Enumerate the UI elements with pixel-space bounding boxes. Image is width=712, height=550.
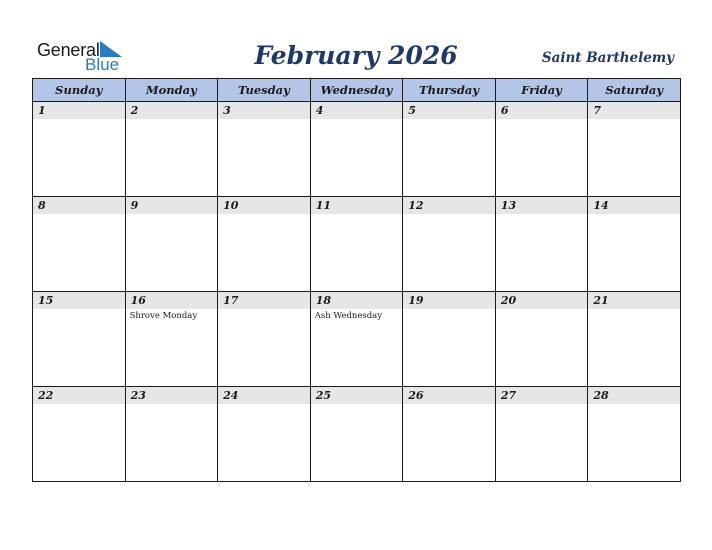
day-number: 19 [403, 292, 495, 309]
calendar-grid [32, 78, 681, 482]
country-name: Saint Barthelemy [541, 50, 674, 66]
day-number: 18 [311, 292, 403, 309]
logo-text-blue: Blue [85, 55, 120, 74]
day-cell [495, 102, 588, 197]
day-cell [218, 197, 311, 292]
week-row [33, 197, 681, 292]
logo-text-general: General [37, 40, 100, 60]
weekday-monday: Monday [125, 79, 218, 102]
day-cell [33, 387, 126, 482]
day-number: 5 [403, 102, 495, 119]
day-number: 25 [311, 387, 403, 404]
day-number: 6 [496, 102, 588, 119]
day-number: 7 [588, 102, 680, 119]
day-cell [310, 197, 403, 292]
holiday-label: Shrove Monday [129, 311, 198, 321]
day-number: 12 [403, 197, 495, 214]
day-cell [588, 292, 681, 387]
day-number: 10 [218, 197, 310, 214]
day-cell [310, 102, 403, 197]
weekday-thursday: Thursday [403, 79, 496, 102]
day-number: 11 [311, 197, 403, 214]
day-cell [33, 102, 126, 197]
day-cell [588, 387, 681, 482]
day-number: 22 [33, 387, 125, 404]
week-row [33, 387, 681, 482]
day-number: 3 [218, 102, 310, 119]
day-cell [218, 102, 311, 197]
day-number: 23 [126, 387, 218, 404]
weekday-tuesday: Tuesday [218, 79, 311, 102]
day-cell [218, 387, 311, 482]
day-number: 16 [126, 292, 218, 309]
day-number: 28 [588, 387, 680, 404]
day-cell [495, 387, 588, 482]
day-cell [403, 102, 496, 197]
day-number: 15 [33, 292, 125, 309]
day-number: 20 [496, 292, 588, 309]
day-cell [125, 102, 218, 197]
day-number: 21 [588, 292, 680, 309]
day-cell [403, 197, 496, 292]
day-cell [495, 197, 588, 292]
day-number: 27 [496, 387, 588, 404]
day-number: 9 [126, 197, 218, 214]
day-number: 2 [126, 102, 218, 119]
page-title: February 2026 [254, 41, 458, 70]
day-number: 8 [33, 197, 125, 214]
day-number: 14 [588, 197, 680, 214]
day-cell [218, 292, 311, 387]
day-cell [125, 197, 218, 292]
day-cell [125, 292, 218, 387]
day-cell [310, 387, 403, 482]
day-number: 13 [496, 197, 588, 214]
day-number: 4 [311, 102, 403, 119]
holiday-label: Ash Wednesday [314, 311, 383, 321]
day-number: 1 [33, 102, 125, 119]
day-number: 26 [403, 387, 495, 404]
week-row [33, 292, 681, 387]
weekday-header-row [33, 79, 681, 102]
day-cell [33, 197, 126, 292]
day-cell [495, 292, 588, 387]
day-cell [588, 102, 681, 197]
day-cell [33, 292, 126, 387]
week-row [33, 102, 681, 197]
weekday-sunday: Sunday [33, 79, 126, 102]
day-cell [588, 197, 681, 292]
day-number: 17 [218, 292, 310, 309]
weekday-wednesday: Wednesday [310, 79, 403, 102]
day-cell [310, 292, 403, 387]
day-cell [403, 292, 496, 387]
day-cell [403, 387, 496, 482]
day-number: 24 [218, 387, 310, 404]
weekday-saturday: Saturday [588, 79, 681, 102]
weekday-friday: Friday [495, 79, 588, 102]
day-cell [125, 387, 218, 482]
